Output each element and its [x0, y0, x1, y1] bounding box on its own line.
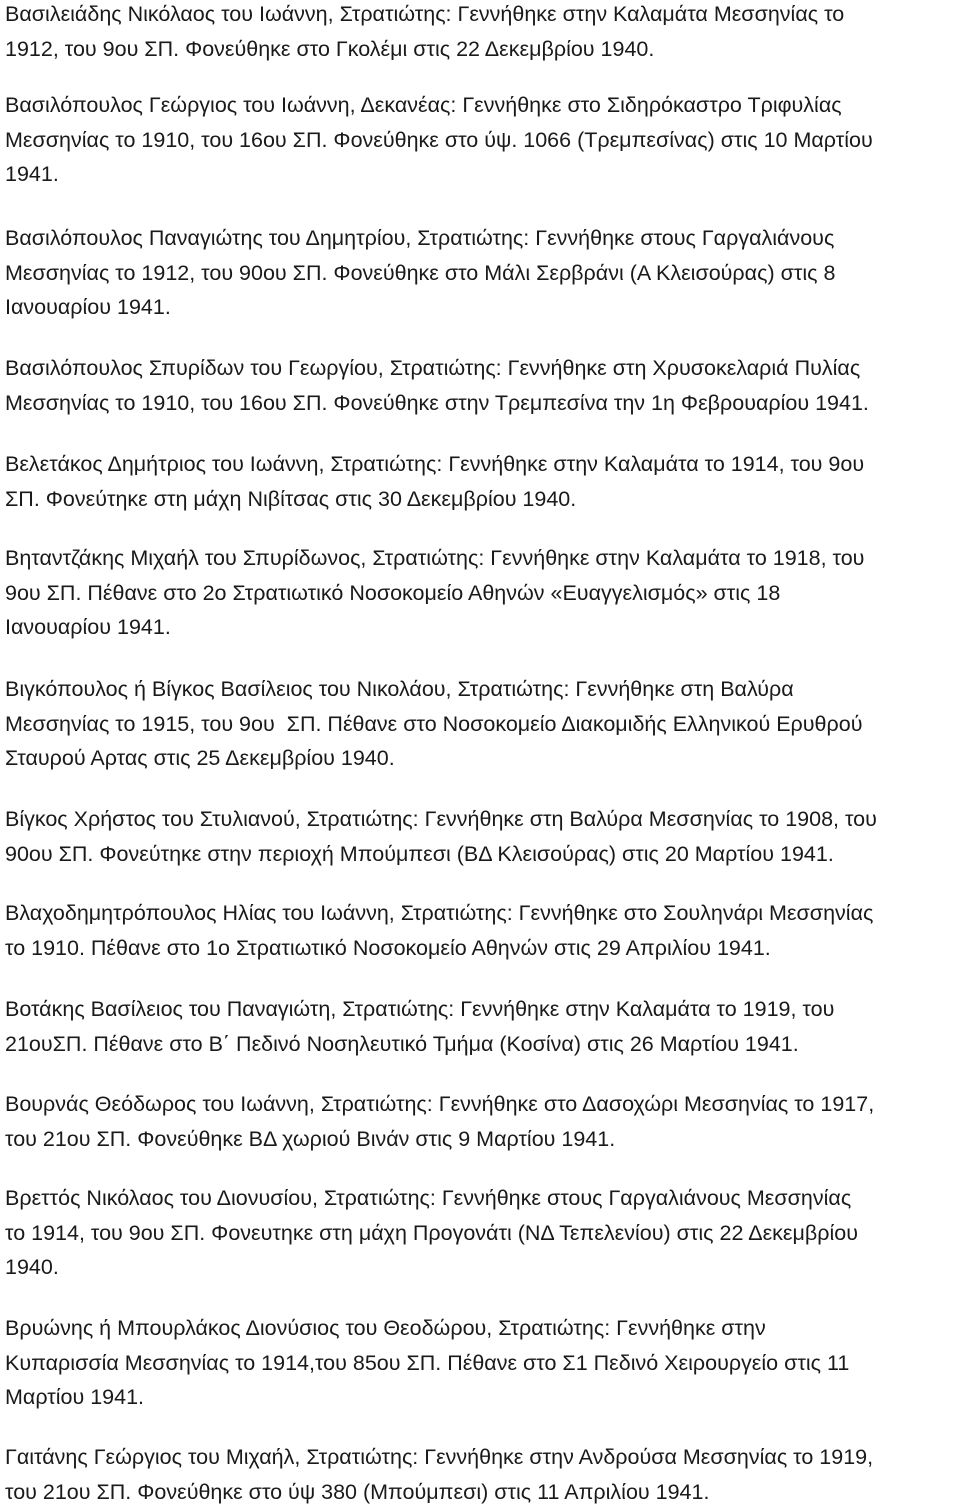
entry-vasileiadis-nikolaos	[5, 0, 957, 66]
entry-line: Βιγκόπουλος ή Βίγκος Βασίλειος του Νικολάου, Στρατιώτης: Γεννήθηκε στη Βαλύρα	[5, 677, 794, 701]
entry-line: Μεσσηνίας το 1912, του 90ου ΣΠ. Φονεύθηκε στο Μάλι Σερβράνι (Α Κλεισούρας) στις 8	[5, 260, 836, 285]
entry-line: Ιανουαρίου 1941.	[5, 295, 171, 319]
entry-vrettos-nikolaos	[5, 1181, 957, 1285]
entry-line: Βοτάκης Βασίλειος του Παναγιώτη, Στρατιώτης: Γεννήθηκε στην Καλαμάτα το 1919, του	[5, 997, 835, 1021]
entry-vournas-theodoros	[5, 1087, 957, 1156]
entry-line: 1940.	[5, 1255, 59, 1279]
entry-line: Βρεττός Νικόλαος του Διονυσίου, Στρατιώτης: Γεννήθηκε στους Γαργαλιάνους Μεσσηνίας	[5, 1186, 852, 1210]
entry-line: Ιανουαρίου 1941.	[5, 615, 171, 639]
entry-line: Βασιλόπουλος Παναγιώτης του Δημητρίου, Στρατιώτης: Γεννήθηκε στους Γαργαλιάνους	[5, 226, 835, 250]
entry-line: Βηταντζάκης Μιχαήλ του Σπυρίδωνος, Στρατιώτης: Γεννήθηκε στην Καλαμάτα το 1918, του	[5, 546, 865, 570]
entry-line: Βρυώνης ή Μπουρλάκος Διονύσιος του Θεοδώρου, Στρατιώτης: Γεννήθηκε στην	[5, 1316, 766, 1340]
entry-vigkos-christos	[5, 802, 957, 871]
entry-votakis-vasileios	[5, 992, 957, 1061]
entry-veletakos-dimitrios	[5, 447, 957, 516]
entry-vasilopoulos-spyridon	[5, 351, 957, 420]
entry-line: 9ου ΣΠ. Πέθανε στο 2ο Στρατιωτικό Νοσοκομείο Αθηνών «Ευαγγελισμός» στις 18	[5, 580, 781, 605]
entry-line: του 21ου ΣΠ. Φονεύθηκε ΒΔ χωριού Βινάν στις 9 Μαρτίου 1941.	[5, 1126, 616, 1151]
entry-line: Κυπαρισσία Μεσσηνίας το 1914,του 85ου ΣΠ. Πέθανε στο Σ1 Πεδινό Χειρουργείο στις 11	[5, 1350, 850, 1375]
entry-line: Μεσσηνίας το 1915, του 9ου ΣΠ. Πέθανε στο Νοσοκομείο Διακομιδής Ελληνικού Ερυθρού	[5, 711, 863, 736]
entry-line: Βασιλειάδης Νικόλαος του Ιωάννη, Στρατιώτης: Γεννήθηκε στην Καλαμάτα Μεσσηνίας το	[5, 2, 845, 26]
entry-line: Σταυρού Αρτας στις 25 Δεκεμβρίου 1940.	[5, 746, 395, 770]
entry-line: Γαιτάνης Γεώργιος του Μιχαήλ, Στρατιώτης: Γεννήθηκε στην Ανδρούσα Μεσσηνίας το 1919,	[5, 1445, 874, 1469]
entry-vitantzakis-michail	[5, 541, 957, 645]
entry-vryonis-dionysios	[5, 1311, 957, 1415]
entry-gaitanis-georgios	[5, 1440, 957, 1509]
entry-line: 21ουΣΠ. Πέθανε στο Β΄ Πεδινό Νοσηλευτικό Τμήμα (Κοσίνα) στις 26 Μαρτίου 1941.	[5, 1031, 799, 1056]
entry-line: ΣΠ. Φονεύτηκε στη μάχη Νιβίτσας στις 30 Δεκεμβρίου 1940.	[5, 486, 577, 511]
entry-line: Βλαχοδημητρόπουλος Ηλίας του Ιωάννη, Στρατιώτης: Γεννήθηκε στο Σουληνάρι Μεσσηνίας	[5, 901, 874, 925]
entry-line: Μεσσηνίας το 1910, του 16ου ΣΠ. Φονεύθηκε στο ύψ. 1066 (Τρεμπεσίνας) στις 10 Μαρτίου	[5, 127, 873, 152]
entry-line: 1941.	[5, 162, 59, 186]
entry-line: Βελετάκος Δημήτριος του Ιωάννη, Στρατιώτης: Γεννήθηκε στην Καλαμάτα το 1914, του 9ου	[5, 452, 865, 476]
entry-line: Βίγκος Χρήστος του Στυλιανού, Στρατιώτης: Γεννήθηκε στη Βαλύρα Μεσσηνίας το 1908, του	[5, 807, 877, 831]
entry-line: 90ου ΣΠ. Φονεύτηκε στην περιοχή Μπούμπεσι (ΒΔ Κλεισούρας) στις 20 Μαρτίου 1941.	[5, 841, 834, 866]
entry-line: το 1914, του 9ου ΣΠ. Φονευτηκε στη μάχη Προγονάτι (ΝΔ Τεπελενίου) στις 22 Δεκεμβρίου	[5, 1220, 858, 1245]
entry-line: 1912, του 9ου ΣΠ. Φονεύθηκε στο Γκολέμι στις 22 Δεκεμβρίου 1940.	[5, 36, 655, 61]
entry-line: Βασιλόπουλος Σπυρίδων του Γεωργίου, Στρατιώτης: Γεννήθηκε στη Χρυσοκελαριά Πυλίας	[5, 356, 861, 380]
entry-line: το 1910. Πέθανε στο 1ο Στρατιωτικό Νοσοκομείο Αθηνών στις 29 Απριλίου 1941.	[5, 935, 771, 960]
entry-vasilopoulos-georgios	[5, 88, 957, 192]
entry-vigkopoulos-vasileios	[5, 672, 957, 776]
entry-line: Βασιλόπουλος Γεώργιος του Ιωάννη, Δεκανέας: Γεννήθηκε στο Σιδηρόκαστρο Τριφυλίας	[5, 93, 842, 117]
entry-line: του 21ου ΣΠ. Φονεύθηκε στο ύψ 380 (Μπούμπεσι) στις 11 Απριλίου 1941.	[5, 1479, 710, 1504]
entry-vlachodimitropoulos-ilias	[5, 896, 957, 965]
entry-line: Βουρνάς Θεόδωρος του Ιωάννη, Στρατιώτης: Γεννήθηκε στο Δασοχώρι Μεσσηνίας το 1917,	[5, 1092, 875, 1116]
entry-vasilopoulos-panagiotis	[5, 221, 957, 325]
entry-line: Μεσσηνίας το 1910, του 16ου ΣΠ. Φονεύθηκε στην Τρεμπεσίνα την 1η Φεβρουαρίου 1941.	[5, 390, 869, 415]
entry-line: Μαρτίου 1941.	[5, 1385, 145, 1409]
